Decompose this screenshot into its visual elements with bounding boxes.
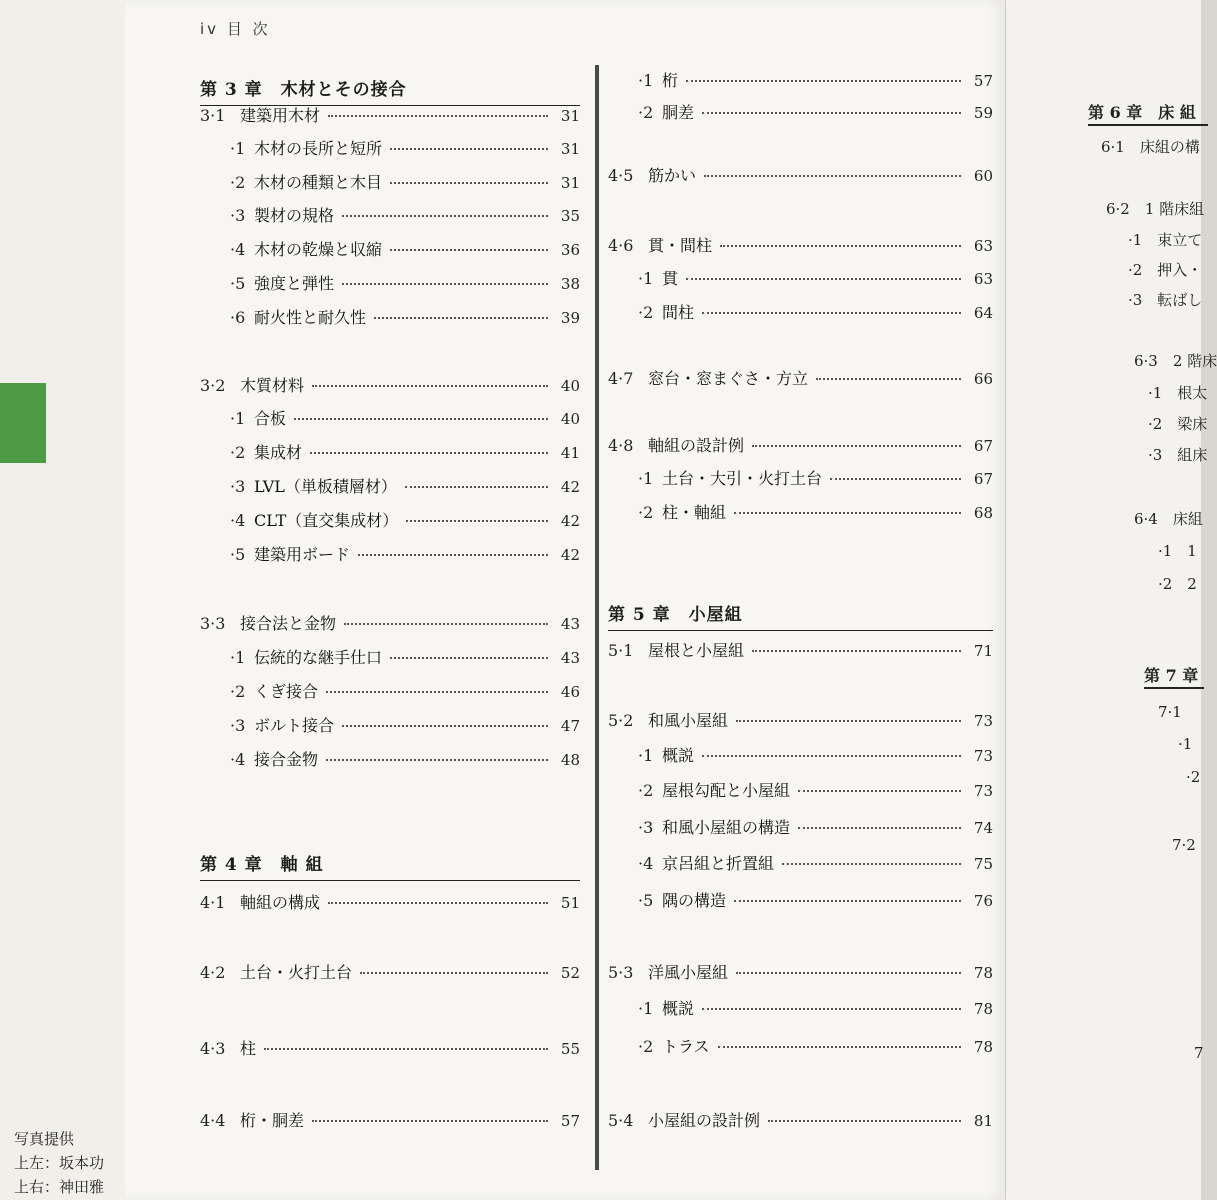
leader-dots bbox=[798, 827, 961, 829]
toc-number: ·4 bbox=[230, 750, 246, 769]
toc-entry: ·2 押入・ bbox=[1128, 261, 1203, 279]
toc-entry: 6·1 床組の構 bbox=[1101, 138, 1200, 156]
toc-section-row[interactable] bbox=[200, 611, 580, 637]
toc-page-number: 68 bbox=[973, 504, 993, 522]
chapter-rule bbox=[1144, 687, 1204, 689]
leader-dots bbox=[312, 1120, 548, 1122]
leader-dots bbox=[312, 385, 548, 387]
toc-section-row[interactable] bbox=[608, 638, 993, 664]
toc-page-number: 36 bbox=[560, 241, 580, 259]
toc-number: ·1 bbox=[230, 139, 246, 158]
leader-dots bbox=[390, 657, 548, 659]
toc-number: ·1 bbox=[638, 999, 654, 1018]
toc-section-row[interactable] bbox=[608, 366, 993, 392]
toc-entry: ·1 根太 bbox=[1148, 384, 1208, 402]
toc-page-number: 46 bbox=[560, 683, 580, 701]
toc-title: くぎ接合 bbox=[254, 682, 319, 701]
toc-page-number: 73 bbox=[973, 712, 993, 730]
toc-title: トラス bbox=[662, 1037, 710, 1056]
toc-page-number: 78 bbox=[973, 1000, 993, 1018]
toc-number: ·1 bbox=[230, 648, 246, 667]
page-header: iv 目 次 bbox=[200, 20, 271, 38]
toc-section-row[interactable] bbox=[608, 233, 993, 259]
leader-dots bbox=[406, 520, 548, 522]
toc-title: 軸組の構成 bbox=[240, 893, 321, 912]
toc-number: 5·3 bbox=[608, 963, 634, 982]
leader-dots bbox=[734, 900, 961, 902]
chapter-heading: 第 7 章 bbox=[1144, 666, 1199, 685]
toc-title: 和風小屋組 bbox=[648, 711, 729, 730]
leader-dots bbox=[702, 112, 961, 114]
toc-entry: 7·1 bbox=[1158, 703, 1182, 721]
leader-dots bbox=[736, 972, 961, 974]
toc-page-number: 57 bbox=[973, 72, 993, 90]
toc-title: 間柱 bbox=[662, 303, 695, 322]
toc-subsection-row[interactable] bbox=[608, 466, 993, 492]
leader-dots bbox=[390, 249, 548, 251]
toc-page-number: 48 bbox=[560, 751, 580, 769]
toc-number: ·4 bbox=[230, 240, 246, 259]
toc-title: 耐火性と耐久性 bbox=[254, 308, 367, 327]
toc-page-number: 42 bbox=[560, 546, 580, 564]
column-divider bbox=[595, 65, 599, 1170]
toc-subsection-row[interactable] bbox=[608, 300, 993, 326]
toc-subsection-row[interactable] bbox=[200, 508, 580, 534]
toc-title: 接合金物 bbox=[254, 750, 319, 769]
toc-number: ·2 bbox=[638, 781, 654, 800]
toc-subsection-row[interactable] bbox=[608, 1034, 993, 1060]
toc-page-number: 75 bbox=[973, 855, 993, 873]
toc-number: ·2 bbox=[638, 103, 654, 122]
toc-number: 4·2 bbox=[200, 963, 226, 982]
toc-number: ·1 bbox=[638, 746, 654, 765]
toc-entry: 6·2 1 階床組 bbox=[1106, 200, 1205, 218]
leader-dots bbox=[718, 1046, 961, 1048]
leader-dots bbox=[782, 863, 961, 865]
toc-number: ·4 bbox=[638, 854, 654, 873]
toc-subsection-row[interactable] bbox=[200, 713, 580, 739]
toc-page-number: 52 bbox=[560, 964, 580, 982]
toc-section-row[interactable] bbox=[200, 1036, 580, 1062]
leader-dots bbox=[326, 759, 548, 761]
toc-number: ·5 bbox=[230, 545, 246, 564]
toc-page-number: 73 bbox=[973, 782, 993, 800]
toc-title: 木材の種類と木目 bbox=[254, 173, 383, 192]
leader-dots bbox=[816, 378, 961, 380]
toc-subsection-row[interactable] bbox=[608, 778, 993, 804]
toc-subsection-row[interactable] bbox=[608, 888, 993, 914]
toc-title: 洋風小屋組 bbox=[648, 963, 729, 982]
toc-page-number: 71 bbox=[973, 642, 993, 660]
toc-section-row[interactable] bbox=[200, 890, 580, 916]
toc-section-row[interactable] bbox=[200, 103, 580, 129]
toc-title: CLT（直交集成材） bbox=[254, 511, 399, 530]
chapter-heading: 第 5 章 小屋組 bbox=[608, 600, 993, 631]
toc-number: ·2 bbox=[230, 443, 246, 462]
toc-title: 桁・胴差 bbox=[240, 1111, 305, 1130]
leader-dots bbox=[752, 445, 961, 447]
toc-number: 3·1 bbox=[200, 106, 226, 125]
toc-title: 胴差 bbox=[662, 103, 695, 122]
photo-credits bbox=[14, 1127, 104, 1199]
toc-page-number: 31 bbox=[560, 107, 580, 125]
toc-title: 木質材料 bbox=[240, 376, 305, 395]
leader-dots bbox=[342, 283, 548, 285]
toc-subsection-row[interactable] bbox=[200, 203, 580, 229]
toc-number: ·3 bbox=[230, 716, 246, 735]
toc-entry: ·3 転ばし bbox=[1128, 291, 1203, 309]
toc-entry: ·3 組床 bbox=[1148, 446, 1208, 464]
toc-entry: ·2 梁床 bbox=[1148, 415, 1208, 433]
toc-number: ·2 bbox=[230, 173, 246, 192]
toc-subsection-row[interactable] bbox=[200, 136, 580, 162]
toc-page-number: 41 bbox=[560, 444, 580, 462]
toc-title: 伝統的な継手仕口 bbox=[254, 648, 383, 667]
toc-section-row[interactable] bbox=[608, 960, 993, 986]
toc-section-row[interactable] bbox=[608, 708, 993, 734]
toc-subsection-row[interactable] bbox=[200, 237, 580, 263]
toc-entry: ·1 束立て bbox=[1128, 231, 1203, 249]
credit-line: 上左：坂本功 bbox=[14, 1154, 105, 1172]
toc-title: 小屋組の設計例 bbox=[648, 1111, 761, 1130]
chapter-rule bbox=[1088, 124, 1208, 126]
toc-title: 柱・軸組 bbox=[662, 503, 727, 522]
toc-section-row[interactable] bbox=[608, 163, 993, 189]
toc-page-number: 43 bbox=[560, 649, 580, 667]
toc-page-number: 35 bbox=[560, 207, 580, 225]
toc-subsection-row[interactable] bbox=[200, 474, 580, 500]
toc-subsection-row[interactable] bbox=[200, 406, 580, 432]
toc-title: 屋根と小屋組 bbox=[648, 641, 745, 660]
toc-page-number: 51 bbox=[560, 894, 580, 912]
toc-title: 建築用ボード bbox=[254, 545, 351, 564]
toc-page-number: 39 bbox=[560, 309, 580, 327]
toc-entry: ·1 1 bbox=[1158, 542, 1197, 560]
toc-subsection-row[interactable] bbox=[608, 266, 993, 292]
green-tab-marker bbox=[0, 383, 46, 463]
toc-page-number: 74 bbox=[973, 819, 993, 837]
toc-title: 京呂組と折置組 bbox=[662, 854, 775, 873]
toc-number: ·1 bbox=[638, 269, 654, 288]
leader-dots bbox=[264, 1048, 548, 1050]
toc-section-row[interactable] bbox=[608, 1108, 993, 1134]
leader-dots bbox=[686, 278, 961, 280]
toc-number: ·1 bbox=[638, 71, 654, 90]
toc-subsection-row[interactable] bbox=[200, 679, 580, 705]
toc-title: 木材の乾燥と収縮 bbox=[254, 240, 383, 259]
toc-number: 5·1 bbox=[608, 641, 634, 660]
toc-number: 4·3 bbox=[200, 1039, 226, 1058]
toc-number: ·6 bbox=[230, 308, 246, 327]
toc-page-number: 43 bbox=[560, 615, 580, 633]
leader-dots bbox=[328, 115, 548, 117]
toc-title: 土台・火打土台 bbox=[240, 963, 353, 982]
toc-page-number: 57 bbox=[560, 1112, 580, 1130]
toc-title: 木材の長所と短所 bbox=[254, 139, 383, 158]
leader-dots bbox=[736, 720, 961, 722]
toc-page-number: 63 bbox=[973, 270, 993, 288]
toc-title: 柱 bbox=[240, 1039, 257, 1058]
leader-dots bbox=[704, 175, 961, 177]
toc-subsection-row[interactable] bbox=[608, 743, 993, 769]
toc-entry: 7 bbox=[1194, 1044, 1204, 1062]
toc-title: 軸組の設計例 bbox=[648, 436, 745, 455]
toc-title: 概説 bbox=[662, 999, 695, 1018]
toc-page bbox=[125, 0, 1005, 1200]
toc-subsection-row[interactable] bbox=[608, 500, 993, 526]
leader-dots bbox=[798, 790, 961, 792]
toc-title: 筋かい bbox=[648, 166, 697, 185]
toc-number: ·3 bbox=[230, 477, 246, 496]
toc-number: 4·4 bbox=[200, 1111, 226, 1130]
leader-dots bbox=[342, 725, 548, 727]
leader-dots bbox=[342, 215, 548, 217]
chapter-heading: 第 4 章 軸 組 bbox=[200, 850, 580, 881]
toc-entry: 6·3 2 階床 bbox=[1134, 352, 1217, 370]
toc-page-number: 42 bbox=[560, 512, 580, 530]
leader-dots bbox=[830, 478, 961, 480]
toc-number: ·2 bbox=[638, 503, 654, 522]
toc-page-number: 42 bbox=[560, 478, 580, 496]
toc-subsection-row[interactable] bbox=[608, 815, 993, 841]
toc-page-number: 67 bbox=[973, 437, 993, 455]
leader-dots bbox=[294, 418, 548, 420]
toc-page-number: 31 bbox=[560, 174, 580, 192]
toc-number: 4·7 bbox=[608, 369, 634, 388]
credit-line: 上右：神田雅 bbox=[14, 1178, 105, 1196]
toc-number: 4·5 bbox=[608, 166, 634, 185]
toc-title: 隅の構造 bbox=[662, 891, 727, 910]
toc-page-number: 76 bbox=[973, 892, 993, 910]
toc-number: ·5 bbox=[230, 274, 246, 293]
toc-number: ·1 bbox=[638, 469, 654, 488]
toc-number: 5·2 bbox=[608, 711, 634, 730]
toc-title: 強度と弾性 bbox=[254, 274, 335, 293]
toc-number: 5·4 bbox=[608, 1111, 634, 1130]
toc-number: ·1 bbox=[230, 409, 246, 428]
toc-subsection-row[interactable] bbox=[200, 645, 580, 671]
leader-dots bbox=[702, 1008, 961, 1010]
toc-subsection-row[interactable] bbox=[200, 542, 580, 568]
toc-page-number: 73 bbox=[973, 747, 993, 765]
chapter-heading: 第 3 章 木材とその接合 bbox=[200, 75, 580, 106]
toc-title: 合板 bbox=[254, 409, 287, 428]
toc-title: 製材の規格 bbox=[254, 206, 335, 225]
toc-title: 貫 bbox=[662, 269, 679, 288]
leader-dots bbox=[702, 312, 961, 314]
leader-dots bbox=[390, 148, 548, 150]
toc-number: 4·8 bbox=[608, 436, 634, 455]
toc-page-number: 78 bbox=[973, 1038, 993, 1056]
toc-title: 屋根勾配と小屋組 bbox=[662, 781, 791, 800]
toc-title: 和風小屋組の構造 bbox=[662, 818, 791, 837]
toc-entry: ·2 2 bbox=[1158, 575, 1197, 593]
toc-subsection-row[interactable] bbox=[200, 170, 580, 196]
toc-number: ·2 bbox=[230, 682, 246, 701]
toc-title: 建築用木材 bbox=[240, 106, 321, 125]
credit-line: 写真提供 bbox=[14, 1130, 75, 1148]
toc-page-number: 40 bbox=[560, 410, 580, 428]
toc-page-number: 47 bbox=[560, 717, 580, 735]
toc-title: 集成材 bbox=[254, 443, 303, 462]
toc-section-row[interactable] bbox=[608, 433, 993, 459]
toc-subsection-row[interactable] bbox=[200, 305, 580, 331]
leader-dots bbox=[326, 691, 548, 693]
toc-subsection-row[interactable] bbox=[608, 996, 993, 1022]
toc-subsection-row[interactable] bbox=[200, 440, 580, 466]
toc-title: 貫・間柱 bbox=[648, 236, 713, 255]
toc-page-number: 64 bbox=[973, 304, 993, 322]
toc-number: ·3 bbox=[230, 206, 246, 225]
leader-dots bbox=[768, 1120, 961, 1122]
toc-title: ボルト接合 bbox=[254, 716, 335, 735]
adjacent-left-page bbox=[0, 0, 126, 1200]
toc-entry: ·2 bbox=[1186, 768, 1201, 786]
toc-entry: 7·2 bbox=[1172, 836, 1196, 854]
toc-entry: 6·4 床組 bbox=[1134, 510, 1203, 528]
toc-title: 桁 bbox=[662, 71, 679, 90]
toc-page-number: 67 bbox=[973, 470, 993, 488]
adjacent-right-page bbox=[1005, 0, 1217, 1200]
toc-page-number: 31 bbox=[560, 140, 580, 158]
leader-dots bbox=[686, 80, 961, 82]
toc-title: 概説 bbox=[662, 746, 695, 765]
toc-number: ·3 bbox=[638, 818, 654, 837]
leader-dots bbox=[358, 554, 548, 556]
toc-number: ·5 bbox=[638, 891, 654, 910]
toc-page-number: 55 bbox=[560, 1040, 580, 1058]
toc-page-number: 60 bbox=[973, 167, 993, 185]
toc-entry: ·1 bbox=[1178, 735, 1193, 753]
toc-page-number: 81 bbox=[973, 1112, 993, 1130]
leader-dots bbox=[310, 452, 548, 454]
toc-title: 接合法と金物 bbox=[240, 614, 337, 633]
leader-dots bbox=[328, 902, 548, 904]
toc-page-number: 63 bbox=[973, 237, 993, 255]
chapter-heading: 第 6 章 床 組 bbox=[1088, 103, 1196, 122]
leader-dots bbox=[752, 650, 961, 652]
toc-section-row[interactable] bbox=[200, 960, 580, 986]
toc-subsection-row[interactable] bbox=[608, 68, 993, 94]
toc-number: ·2 bbox=[638, 303, 654, 322]
toc-title: LVL（単板積層材） bbox=[254, 477, 397, 496]
toc-subsection-row[interactable] bbox=[200, 747, 580, 773]
toc-title: 土台・大引・火打土台 bbox=[662, 469, 823, 488]
leader-dots bbox=[360, 972, 548, 974]
leader-dots bbox=[734, 512, 961, 514]
toc-section-row[interactable] bbox=[200, 373, 580, 399]
toc-section-row[interactable] bbox=[200, 1108, 580, 1134]
toc-page-number: 66 bbox=[973, 370, 993, 388]
toc-subsection-row[interactable] bbox=[608, 851, 993, 877]
toc-number: 3·3 bbox=[200, 614, 226, 633]
toc-number: 4·1 bbox=[200, 893, 226, 912]
toc-page-number: 59 bbox=[973, 104, 993, 122]
toc-subsection-row[interactable] bbox=[200, 271, 580, 297]
toc-page-number: 38 bbox=[560, 275, 580, 293]
leader-dots bbox=[720, 245, 961, 247]
leader-dots bbox=[374, 317, 548, 319]
toc-number: 4·6 bbox=[608, 236, 634, 255]
toc-title: 窓台・窓まぐさ・方立 bbox=[648, 369, 809, 388]
leader-dots bbox=[344, 623, 548, 625]
toc-number: ·4 bbox=[230, 511, 246, 530]
leader-dots bbox=[702, 755, 961, 757]
toc-number: ·2 bbox=[638, 1037, 654, 1056]
toc-page-number: 78 bbox=[973, 964, 993, 982]
toc-number: 3·2 bbox=[200, 376, 226, 395]
toc-subsection-row[interactable] bbox=[608, 100, 993, 126]
leader-dots bbox=[390, 182, 548, 184]
leader-dots bbox=[405, 486, 548, 488]
toc-page-number: 40 bbox=[560, 377, 580, 395]
